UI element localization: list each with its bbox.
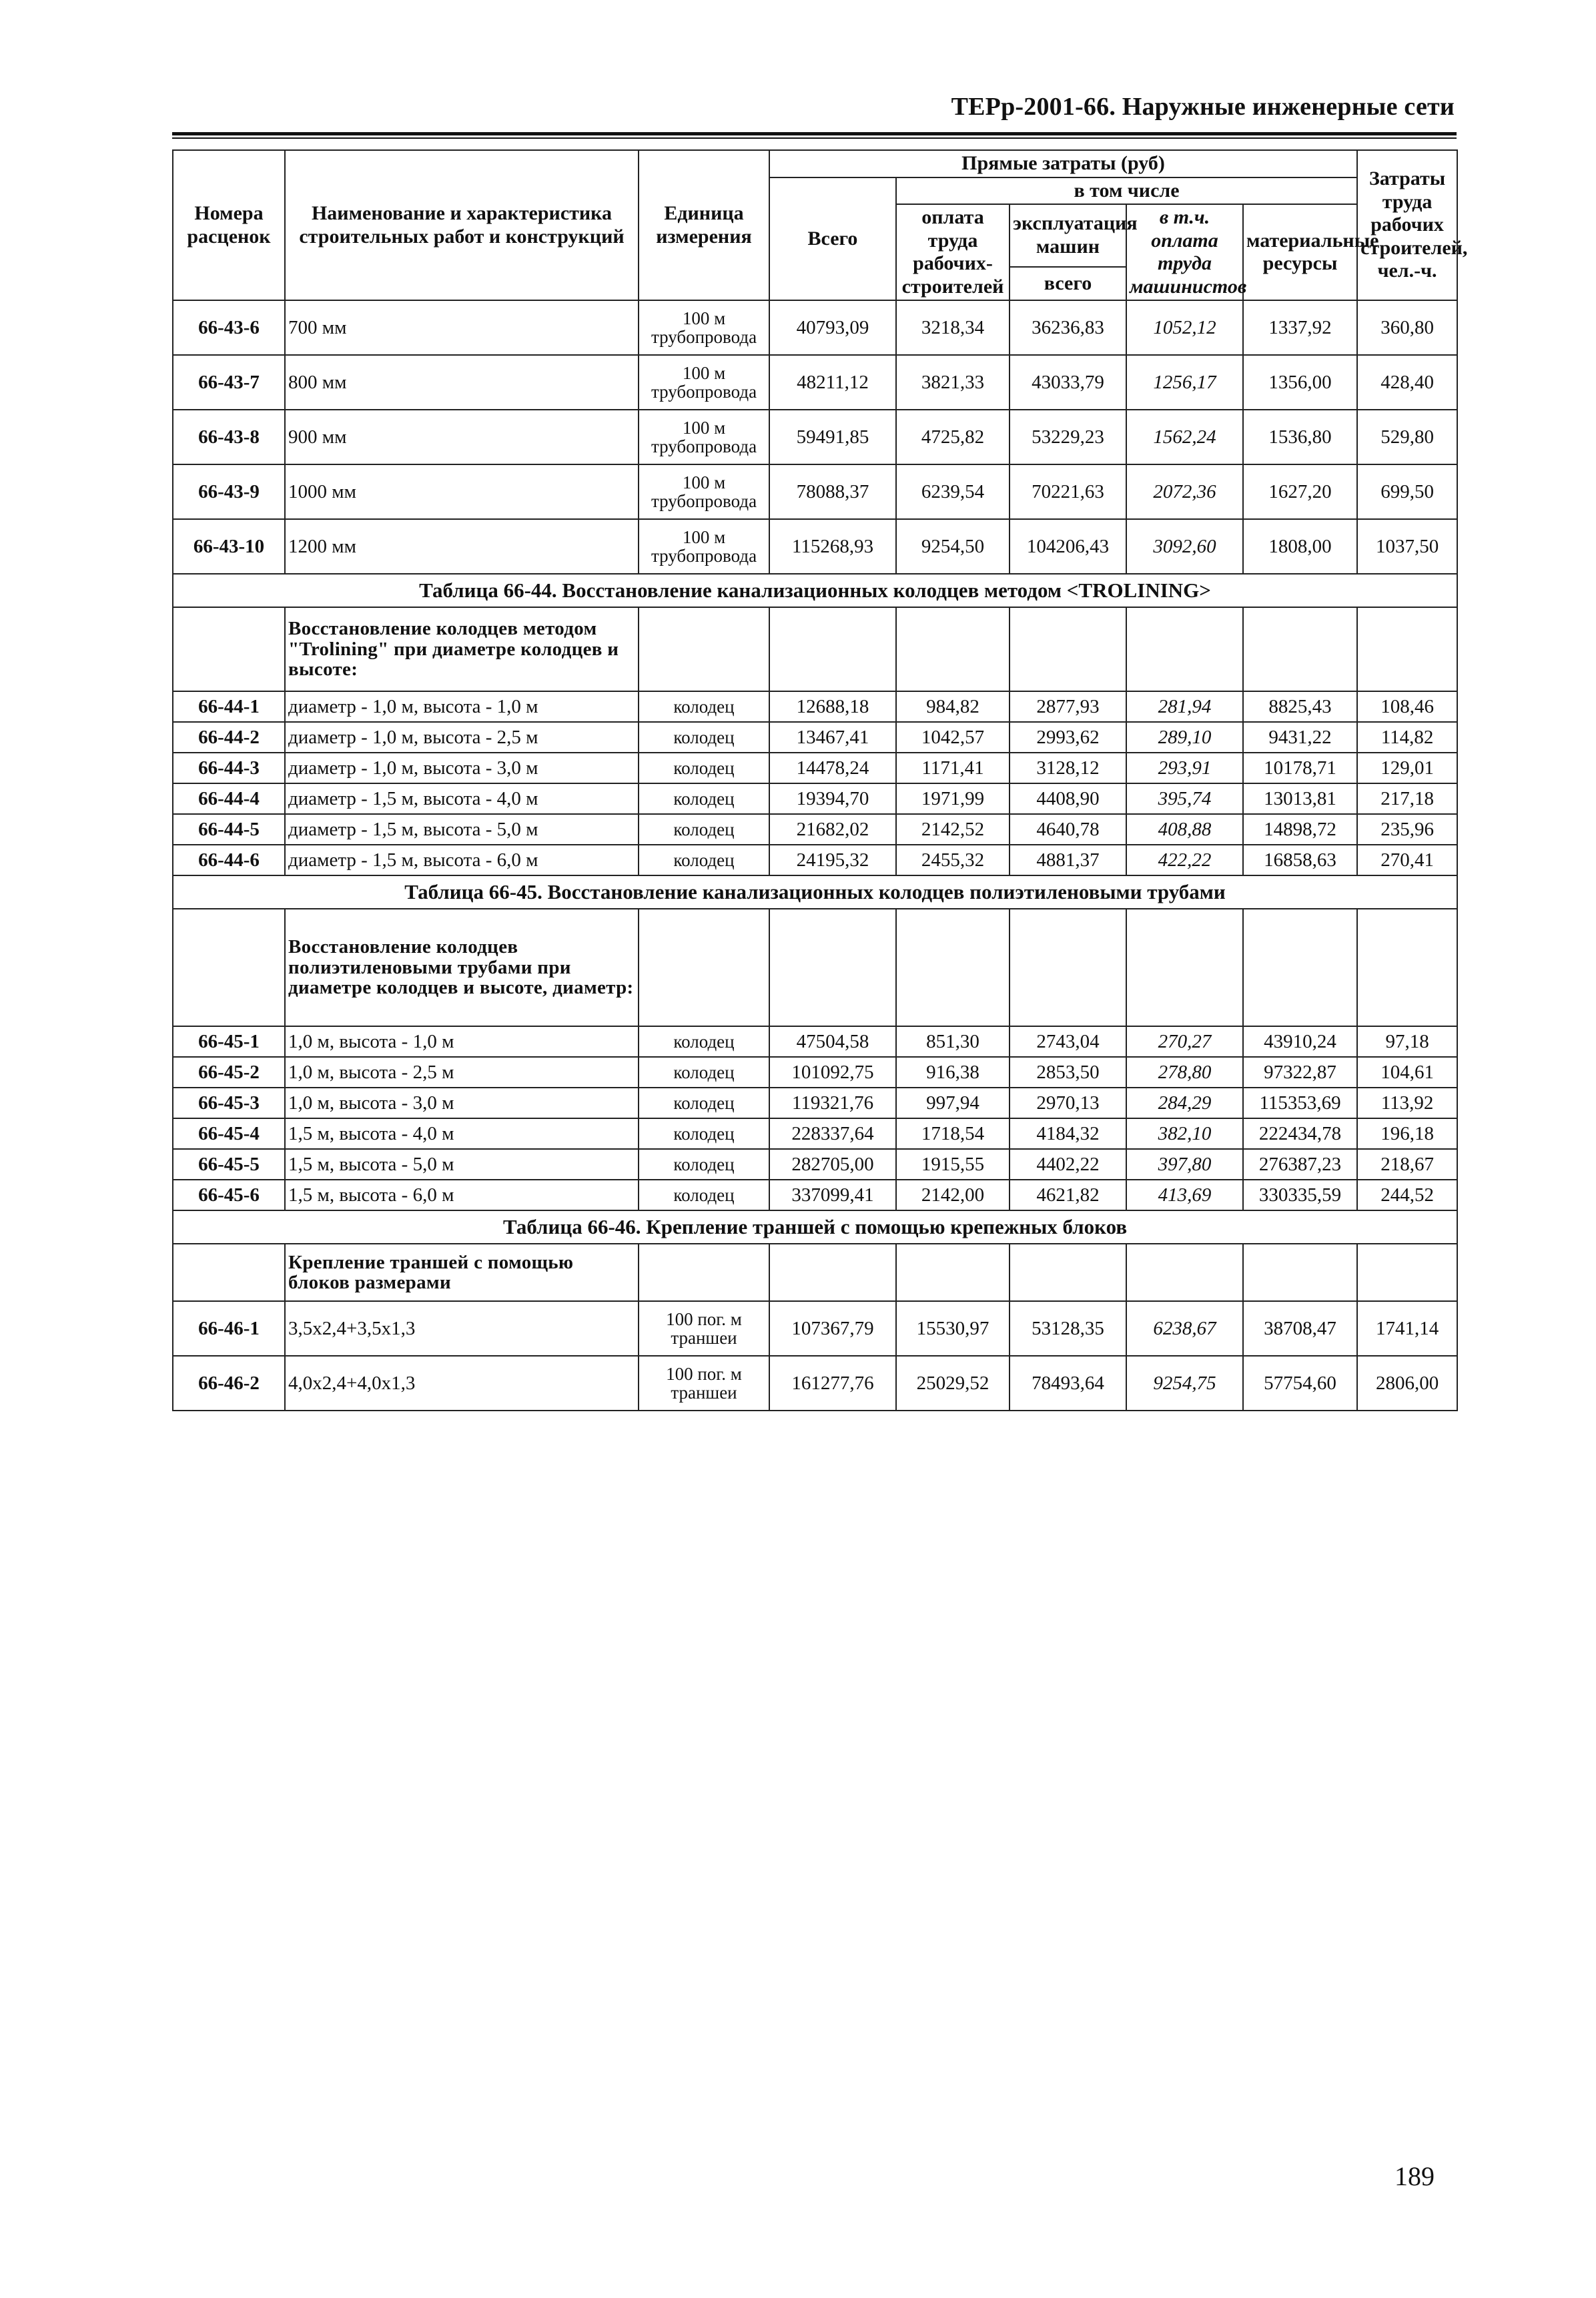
header-labor: Затраты труда рабочих строителей, чел.-ч. (1357, 150, 1457, 300)
cell-labor: 113,92 (1357, 1088, 1457, 1118)
cell-labor: 2806,00 (1357, 1356, 1457, 1411)
cell-machines: 4621,82 (1010, 1180, 1126, 1210)
empty-cell (769, 1244, 896, 1301)
cell-unit: 100 пог. м траншеи (639, 1301, 769, 1356)
cell-machines: 4408,90 (1010, 783, 1126, 814)
cell-total: 78088,37 (769, 464, 896, 519)
cell-machinists: 395,74 (1126, 783, 1243, 814)
cell-total: 12688,18 (769, 691, 896, 722)
section-row (173, 1244, 1457, 1301)
cell-labor: 428,40 (1357, 355, 1457, 410)
cell-name: 1000 мм (285, 464, 639, 519)
cell-labor: 360,80 (1357, 300, 1457, 355)
cell-unit: колодец (639, 1057, 769, 1088)
price-table (172, 149, 1468, 1411)
cell-name: диаметр - 1,5 м, высота - 5,0 м (285, 814, 639, 845)
empty-cell (1126, 1244, 1243, 1301)
cell-materials: 38708,47 (1243, 1301, 1357, 1356)
cell-labor: 97,18 (1357, 1026, 1457, 1057)
section-row (173, 875, 1457, 909)
cell-name: 1,5 м, высота - 5,0 м (285, 1149, 639, 1180)
cell-wages: 2142,52 (896, 814, 1010, 845)
table-45-caption: Таблица 66-45. Восстановление канализационных колодцев полиэтиленовыми трубами (173, 875, 1457, 909)
header-unit: Единица измерения (639, 150, 769, 300)
cell-total: 47504,58 (769, 1026, 896, 1057)
cell-materials: 16858,63 (1243, 845, 1357, 875)
empty-cell (1010, 1244, 1126, 1301)
cell-materials: 1536,80 (1243, 410, 1357, 464)
cell-machines: 53128,35 (1010, 1301, 1126, 1356)
table-row (173, 1356, 1457, 1411)
cell-machines: 2993,62 (1010, 722, 1126, 753)
header-rule-thin (172, 137, 1457, 139)
header-machines-total: всего (1010, 267, 1126, 301)
cell-wages: 2142,00 (896, 1180, 1010, 1210)
empty-cell (1357, 607, 1457, 691)
cell-unit: 100 м трубопровода (639, 300, 769, 355)
cell-materials: 222434,78 (1243, 1118, 1357, 1149)
cell-total: 282705,00 (769, 1149, 896, 1180)
cell-total: 24195,32 (769, 845, 896, 875)
cell-unit: 100 пог. м траншеи (639, 1356, 769, 1411)
table-46-group: Крепление траншей с помощью блоков размерами (285, 1244, 639, 1301)
cell-unit: колодец (639, 1088, 769, 1118)
cell-labor: 218,67 (1357, 1149, 1457, 1180)
table-header (173, 150, 1468, 300)
empty-cell (896, 607, 1010, 691)
cell-unit: 100 м трубопровода (639, 519, 769, 574)
cell-code: 66-46-1 (173, 1301, 285, 1356)
cell-total: 13467,41 (769, 722, 896, 753)
cell-machines: 3128,12 (1010, 753, 1126, 783)
cell-code: 66-44-6 (173, 845, 285, 875)
cell-wages: 3821,33 (896, 355, 1010, 410)
empty-cell (639, 1244, 769, 1301)
section-row (173, 607, 1457, 691)
cell-unit: колодец (639, 783, 769, 814)
cell-name: 700 мм (285, 300, 639, 355)
table-row (173, 783, 1457, 814)
cell-name: 3,5x2,4+3,5x1,3 (285, 1301, 639, 1356)
cell-wages: 1042,57 (896, 722, 1010, 753)
cell-name: 1,0 м, высота - 1,0 м (285, 1026, 639, 1057)
cell-machinists: 397,80 (1126, 1149, 1243, 1180)
cell-total: 40793,09 (769, 300, 896, 355)
cell-code: 66-44-4 (173, 783, 285, 814)
cell-materials: 8825,43 (1243, 691, 1357, 722)
table-row (173, 1301, 1457, 1356)
cell-machines: 36236,83 (1010, 300, 1126, 355)
cell-machines: 43033,79 (1010, 355, 1126, 410)
cell-labor: 270,41 (1357, 845, 1457, 875)
cell-materials: 1627,20 (1243, 464, 1357, 519)
empty-cell (1243, 607, 1357, 691)
cell-machinists: 289,10 (1126, 722, 1243, 753)
table-row (173, 355, 1457, 410)
empty-cell (1010, 607, 1126, 691)
cell-labor: 114,82 (1357, 722, 1457, 753)
header-direct-costs: Прямые затраты (руб) (769, 150, 1357, 177)
empty-cell (173, 909, 285, 1026)
cell-materials: 1808,00 (1243, 519, 1357, 574)
cell-wages: 4725,82 (896, 410, 1010, 464)
cell-machines: 4402,22 (1010, 1149, 1126, 1180)
cell-machinists: 1256,17 (1126, 355, 1243, 410)
cell-machinists: 1562,24 (1126, 410, 1243, 464)
empty-cell (896, 1244, 1010, 1301)
cell-code: 66-45-5 (173, 1149, 285, 1180)
cell-unit: 100 м трубопровода (639, 355, 769, 410)
cell-materials: 10178,71 (1243, 753, 1357, 783)
empty-cell (1357, 909, 1457, 1026)
cell-materials: 43910,24 (1243, 1026, 1357, 1057)
cell-machines: 2853,50 (1010, 1057, 1126, 1088)
cell-materials: 1356,00 (1243, 355, 1357, 410)
cell-unit: 100 м трубопровода (639, 464, 769, 519)
table-44-caption: Таблица 66-44. Восстановление канализационных колодцев методом <TROLINING> (173, 574, 1457, 607)
empty-cell (173, 1244, 285, 1301)
empty-cell (896, 909, 1010, 1026)
cell-total: 19394,70 (769, 783, 896, 814)
header-rule (172, 132, 1457, 135)
cell-wages: 851,30 (896, 1026, 1010, 1057)
header-machinists: в т.ч. оплата труда машинистов (1126, 204, 1243, 300)
cell-total: 101092,75 (769, 1057, 896, 1088)
cell-code: 66-43-10 (173, 519, 285, 574)
cell-labor: 129,01 (1357, 753, 1457, 783)
cell-name: 1,5 м, высота - 6,0 м (285, 1180, 639, 1210)
table-row (173, 410, 1457, 464)
cell-total: 228337,64 (769, 1118, 896, 1149)
empty-cell (1243, 909, 1357, 1026)
cell-unit: 100 м трубопровода (639, 410, 769, 464)
cell-machines: 70221,63 (1010, 464, 1126, 519)
cell-machines: 78493,64 (1010, 1356, 1126, 1411)
cell-machinists: 9254,75 (1126, 1356, 1243, 1411)
cell-machinists: 278,80 (1126, 1057, 1243, 1088)
section-row (173, 1210, 1457, 1244)
cell-machines: 53229,23 (1010, 410, 1126, 464)
cell-wages: 1718,54 (896, 1118, 1010, 1149)
cell-name: 800 мм (285, 355, 639, 410)
cell-labor: 104,61 (1357, 1057, 1457, 1088)
cell-name: 1,5 м, высота - 4,0 м (285, 1118, 639, 1149)
cell-machinists: 422,22 (1126, 845, 1243, 875)
cell-unit: колодец (639, 753, 769, 783)
cell-total: 115268,93 (769, 519, 896, 574)
header-total: Всего (769, 177, 896, 301)
empty-cell (639, 607, 769, 691)
cell-name: диаметр - 1,0 м, высота - 2,5 м (285, 722, 639, 753)
cell-machines: 4881,37 (1010, 845, 1126, 875)
empty-cell (769, 909, 896, 1026)
cell-machines: 104206,43 (1010, 519, 1126, 574)
table-row (173, 1180, 1457, 1210)
cell-machinists: 2072,36 (1126, 464, 1243, 519)
cell-machinists: 293,91 (1126, 753, 1243, 783)
cell-labor: 108,46 (1357, 691, 1457, 722)
cell-unit: колодец (639, 722, 769, 753)
cell-unit: колодец (639, 1180, 769, 1210)
cell-code: 66-44-1 (173, 691, 285, 722)
cell-labor: 196,18 (1357, 1118, 1457, 1149)
empty-cell (173, 607, 285, 691)
section-row (173, 574, 1457, 607)
empty-cell (1010, 909, 1126, 1026)
table-45-group: Восстановление колодцев полиэтиленовыми трубами при диаметре колодцев и высоте, диаметр: (285, 909, 639, 1026)
cell-labor: 1741,14 (1357, 1301, 1457, 1356)
table-row (173, 1149, 1457, 1180)
empty-cell (1126, 909, 1243, 1026)
cell-materials: 276387,23 (1243, 1149, 1357, 1180)
cell-labor: 235,96 (1357, 814, 1457, 845)
empty-cell (1243, 1244, 1357, 1301)
cell-wages: 6239,54 (896, 464, 1010, 519)
cell-unit: колодец (639, 1149, 769, 1180)
cell-machines: 2743,04 (1010, 1026, 1126, 1057)
cell-machinists: 382,10 (1126, 1118, 1243, 1149)
cell-materials: 13013,81 (1243, 783, 1357, 814)
cell-materials: 9431,22 (1243, 722, 1357, 753)
cell-materials: 115353,69 (1243, 1088, 1357, 1118)
empty-cell (1357, 1244, 1457, 1301)
cell-total: 337099,41 (769, 1180, 896, 1210)
header-materials: материальные ресурсы (1243, 204, 1357, 300)
header-wages: оплата труда рабочих-строителей (896, 204, 1010, 300)
page-number: 189 (1394, 2161, 1435, 2191)
cell-machinists: 270,27 (1126, 1026, 1243, 1057)
table-row (173, 1088, 1457, 1118)
cell-labor: 217,18 (1357, 783, 1457, 814)
table-row (173, 845, 1457, 875)
header-machines: эксплуатация машин (1010, 204, 1126, 267)
empty-cell (769, 607, 896, 691)
table-row (173, 753, 1457, 783)
table-row (173, 814, 1457, 845)
cell-wages: 25029,52 (896, 1356, 1010, 1411)
table-row (173, 1026, 1457, 1057)
cell-wages: 2455,32 (896, 845, 1010, 875)
cell-name: 1,0 м, высота - 2,5 м (285, 1057, 639, 1088)
cell-total: 48211,12 (769, 355, 896, 410)
cell-labor: 529,80 (1357, 410, 1457, 464)
cell-wages: 3218,34 (896, 300, 1010, 355)
cell-unit: колодец (639, 691, 769, 722)
empty-cell (639, 909, 769, 1026)
section-row (173, 150, 1457, 177)
section-row (173, 909, 1457, 1026)
cell-machinists: 281,94 (1126, 691, 1243, 722)
table-row (173, 464, 1457, 519)
cell-name: диаметр - 1,5 м, высота - 4,0 м (285, 783, 639, 814)
cell-name: диаметр - 1,0 м, высота - 1,0 м (285, 691, 639, 722)
table-body (173, 300, 1457, 1411)
cell-machinists: 284,29 (1126, 1088, 1243, 1118)
cell-code: 66-44-3 (173, 753, 285, 783)
cell-code: 66-43-7 (173, 355, 285, 410)
running-header: ТЕРр-2001-66. Наружные инженерные сети (951, 93, 1455, 121)
cell-machinists: 6238,67 (1126, 1301, 1243, 1356)
cell-machinists: 3092,60 (1126, 519, 1243, 574)
cell-code: 66-44-2 (173, 722, 285, 753)
cell-wages: 984,82 (896, 691, 1010, 722)
cell-materials: 330335,59 (1243, 1180, 1357, 1210)
cell-code: 66-44-5 (173, 814, 285, 845)
cell-wages: 9254,50 (896, 519, 1010, 574)
cell-machines: 4184,32 (1010, 1118, 1126, 1149)
cell-name: диаметр - 1,5 м, высота - 6,0 м (285, 845, 639, 875)
table-row (173, 1118, 1457, 1149)
cell-code: 66-45-4 (173, 1118, 285, 1149)
table-row (173, 300, 1457, 355)
cell-machinists: 413,69 (1126, 1180, 1243, 1210)
table-46-caption: Таблица 66-46. Крепление траншей с помощью крепежных блоков (173, 1210, 1457, 1244)
table-row (173, 1057, 1457, 1088)
cell-wages: 916,38 (896, 1057, 1010, 1088)
cell-total: 14478,24 (769, 753, 896, 783)
cell-unit: колодец (639, 814, 769, 845)
cell-total: 21682,02 (769, 814, 896, 845)
cell-wages: 1171,41 (896, 753, 1010, 783)
table-row (173, 691, 1457, 722)
cell-code: 66-43-8 (173, 410, 285, 464)
cell-labor: 1037,50 (1357, 519, 1457, 574)
cell-code: 66-43-6 (173, 300, 285, 355)
cell-labor: 244,52 (1357, 1180, 1457, 1210)
cell-machines: 2970,13 (1010, 1088, 1126, 1118)
cell-total: 59491,85 (769, 410, 896, 464)
header-name: Наименование и характеристика строительных работ и конструкций (285, 150, 639, 300)
cell-wages: 15530,97 (896, 1301, 1010, 1356)
table-row (173, 519, 1457, 574)
cell-code: 66-45-3 (173, 1088, 285, 1118)
cell-unit: колодец (639, 1026, 769, 1057)
cell-name: диаметр - 1,0 м, высота - 3,0 м (285, 753, 639, 783)
cell-machines: 2877,93 (1010, 691, 1126, 722)
cell-materials: 1337,92 (1243, 300, 1357, 355)
header-code: Номера расценок (173, 150, 285, 300)
cell-total: 119321,76 (769, 1088, 896, 1118)
cell-materials: 57754,60 (1243, 1356, 1357, 1411)
cell-machinists: 408,88 (1126, 814, 1243, 845)
cell-code: 66-45-2 (173, 1057, 285, 1088)
cell-name: 1,0 м, высота - 3,0 м (285, 1088, 639, 1118)
table-44-group: Восстановление колодцев методом "Trolining" при диаметре колодцев и высоте: (285, 607, 639, 691)
cell-unit: колодец (639, 845, 769, 875)
cell-wages: 997,94 (896, 1088, 1010, 1118)
header-including: в том числе (896, 177, 1357, 205)
cell-total: 107367,79 (769, 1301, 896, 1356)
cell-materials: 97322,87 (1243, 1057, 1357, 1088)
cell-code: 66-45-1 (173, 1026, 285, 1057)
cell-name: 900 мм (285, 410, 639, 464)
cell-labor: 699,50 (1357, 464, 1457, 519)
cell-machinists: 1052,12 (1126, 300, 1243, 355)
cell-machines: 4640,78 (1010, 814, 1126, 845)
cell-name: 4,0x2,4+4,0x1,3 (285, 1356, 639, 1411)
cell-materials: 14898,72 (1243, 814, 1357, 845)
empty-cell (1126, 607, 1243, 691)
cell-wages: 1971,99 (896, 783, 1010, 814)
cell-unit: колодец (639, 1118, 769, 1149)
cell-code: 66-46-2 (173, 1356, 285, 1411)
cell-name: 1200 мм (285, 519, 639, 574)
cell-code: 66-43-9 (173, 464, 285, 519)
cell-total: 161277,76 (769, 1356, 896, 1411)
table-row (173, 722, 1457, 753)
cell-wages: 1915,55 (896, 1149, 1010, 1180)
cell-code: 66-45-6 (173, 1180, 285, 1210)
